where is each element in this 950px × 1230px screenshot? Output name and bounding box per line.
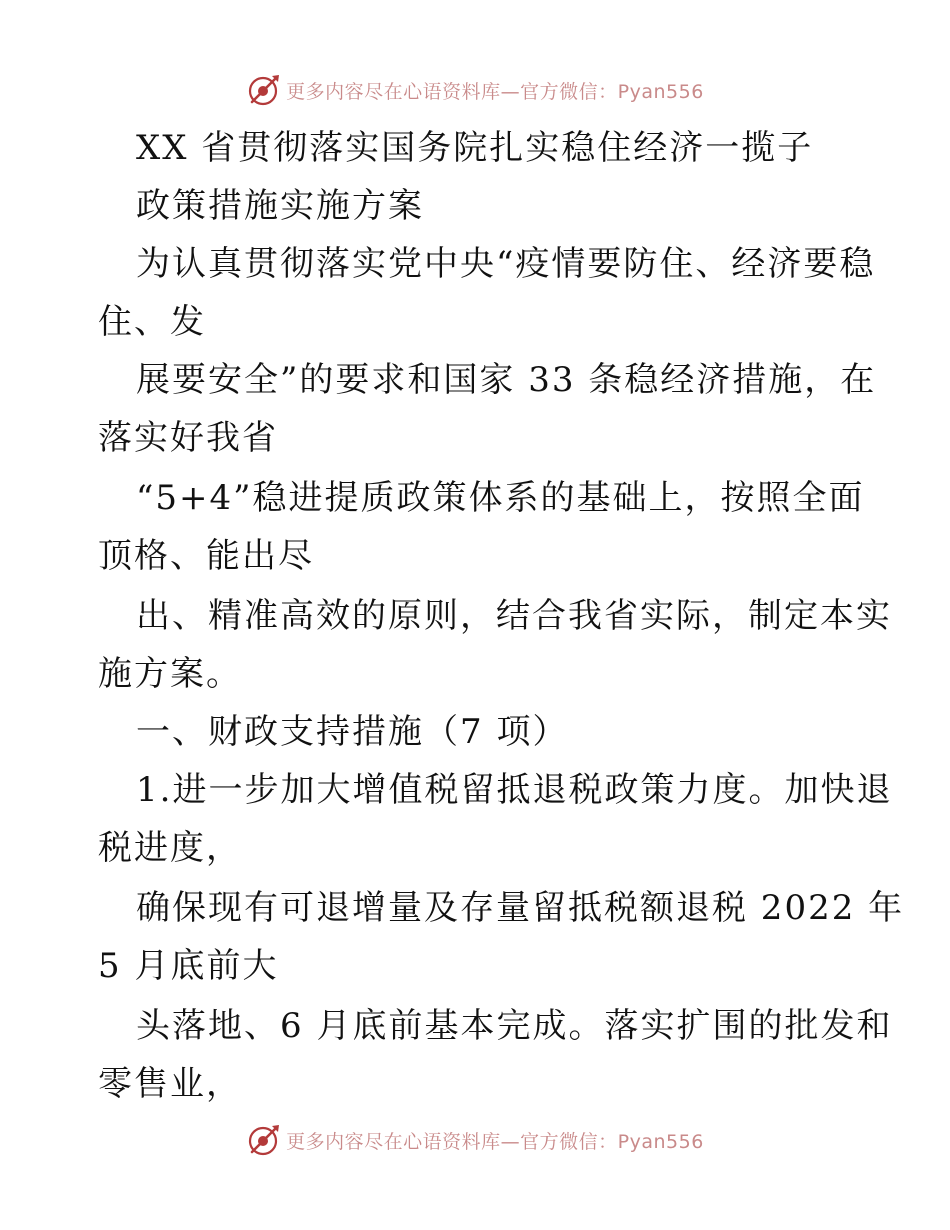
paragraph-line: 税进度，: [98, 828, 242, 868]
paragraph-line: 零售业，: [98, 1064, 242, 1104]
paragraph-line: 出、精准高效的原则，结合我省实际，制定本实: [136, 596, 892, 636]
paragraph-line: 展要安全”的要求和国家 33 条稳经济措施，在: [136, 360, 877, 400]
paragraph-line: 5 月底前大: [98, 946, 279, 986]
paragraph-line: 1.进一步加大增值税留抵退税政策力度。加快退: [136, 770, 893, 810]
paragraph-line: 为认真贯彻落实党中央“疫情要防住、经济要稳: [136, 244, 876, 284]
paragraph-line: 确保现有可退增量及存量留抵税额退税 2022 年: [136, 888, 905, 928]
watermark-text: 更多内容尽在心语资料库—官方微信：Pyan556: [286, 80, 704, 103]
paragraph-line: 顶格、能出尽: [98, 536, 314, 576]
doc-title-line-2: 政策措施实施方案: [136, 186, 424, 226]
pen-logo-icon: [246, 1122, 282, 1158]
paragraph-line: 施方案。: [98, 654, 242, 694]
doc-title-line-1: XX 省贯彻落实国务院扎实稳住经济一揽子: [136, 128, 814, 168]
paragraph-line: 住、发: [98, 302, 206, 342]
footer-watermark-banner: [0, 1120, 950, 1160]
paragraph-line: “5+4”稳进提质政策体系的基础上，按照全面: [136, 478, 865, 518]
paragraph-line: 头落地、6 月底前基本完成。落实扩围的批发和: [136, 1006, 893, 1046]
paragraph-line: 落实好我省: [98, 418, 278, 458]
watermark-text: 更多内容尽在心语资料库—官方微信：Pyan556: [286, 1130, 704, 1153]
section-heading: 一、财政支持措施（7 项）: [136, 712, 569, 752]
